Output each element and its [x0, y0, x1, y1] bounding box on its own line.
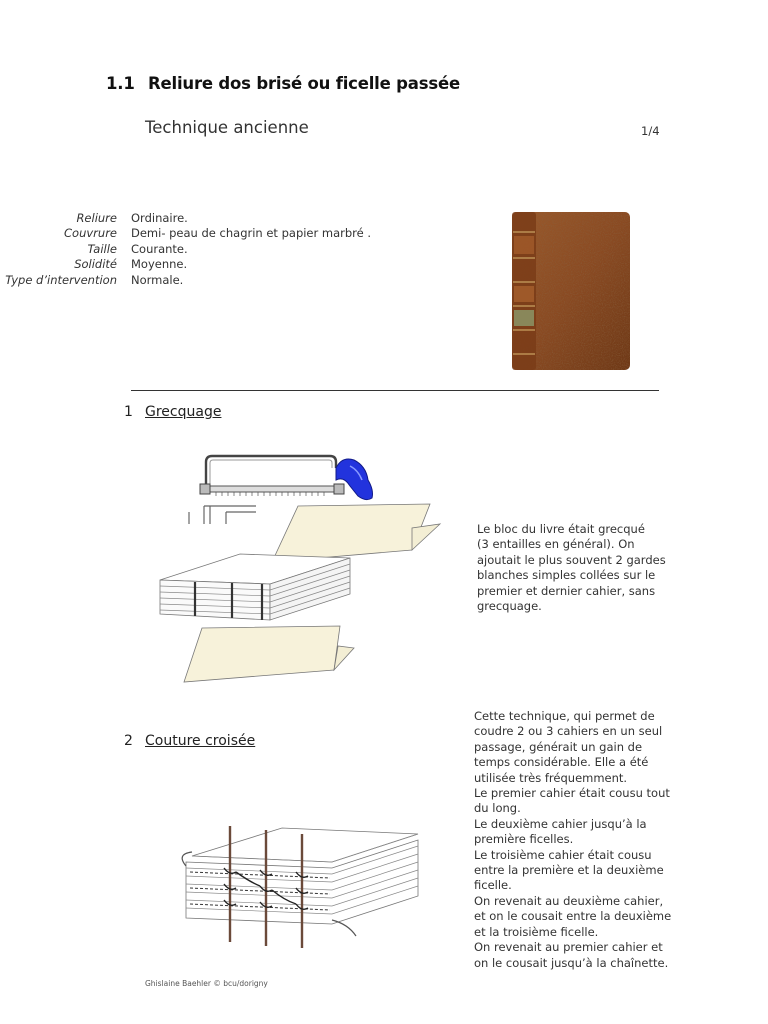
- property-value: Normale.: [131, 272, 184, 287]
- couture-illustration: [172, 824, 442, 948]
- text-line: Le premier cahier était cousu tout: [474, 786, 670, 801]
- property-label: Reliure: [76, 211, 117, 225]
- text-line: première ficelles.: [474, 832, 574, 847]
- properties-list: [0, 211, 371, 288]
- text-line: Cette technique, qui permet de: [474, 709, 655, 723]
- property-value: Moyenne.: [131, 257, 188, 272]
- section-1-heading: [124, 404, 221, 420]
- text-line: On revenait au premier cahier et: [474, 940, 663, 955]
- text-line: et la troisième ficelle.: [474, 924, 599, 939]
- section-title: Grecquage: [145, 404, 222, 420]
- property-label: Solidité: [74, 257, 117, 272]
- heading-title: Reliure dos brisé ou ficelle passée: [148, 74, 460, 93]
- section-number: 1: [124, 404, 133, 420]
- property-label: Taille: [87, 241, 117, 256]
- page-indicator: 1/4: [641, 124, 660, 138]
- property-value: Ordinaire.: [131, 211, 188, 225]
- text-line: temps considérable. Elle a été: [474, 755, 649, 770]
- property-row: [0, 273, 371, 288]
- property-row: [0, 226, 371, 241]
- section-2-heading: [124, 733, 255, 749]
- section-2-text: [474, 709, 671, 971]
- saw-icon: [200, 456, 373, 500]
- footer-credit: Ghislaine Baehler © bcu/dorigny: [145, 979, 268, 988]
- text-line: blanches simples collées sur le: [477, 568, 656, 583]
- property-row: [0, 242, 371, 257]
- text-line: entre la première et la deuxième: [474, 863, 664, 878]
- text-line: coudre 2 ou 3 cahiers en un seul: [474, 724, 663, 739]
- text-line: Le deuxième cahier jusqu’à la: [474, 816, 647, 831]
- section-1-text: [477, 522, 666, 614]
- property-row: [0, 257, 371, 272]
- property-row: [0, 211, 371, 226]
- text-line: premier et dernier cahier, sans: [477, 583, 656, 598]
- grecquage-illustration: [150, 450, 445, 690]
- text-line: Le troisième cahier était cousu: [474, 847, 652, 862]
- text-line: grecquage.: [477, 599, 542, 614]
- text-line: on le cousait jusqu’à la chaînette.: [474, 955, 669, 970]
- section-divider: [131, 390, 659, 391]
- property-label: Couvrure: [64, 226, 117, 241]
- section-title: Couture croisée: [145, 733, 256, 749]
- section-number: 2: [124, 733, 133, 749]
- property-value: Courante.: [131, 241, 188, 256]
- text-line: ficelle.: [474, 878, 512, 893]
- text-line: passage, générait un gain de: [474, 739, 643, 754]
- text-line: (3 entailles en général). On: [477, 537, 635, 552]
- heading-number: 1.1: [106, 74, 135, 93]
- text-line: ajoutait le plus souvent 2 gardes: [477, 552, 666, 567]
- text-line: et on le cousait entre la deuxième: [474, 909, 672, 924]
- subtitle: Technique ancienne: [145, 118, 309, 137]
- text-line: du long.: [474, 801, 521, 816]
- book-photo: [508, 210, 634, 372]
- property-label: Type d’intervention: [5, 272, 117, 287]
- property-value: Demi- peau de chagrin et papier marbré .: [131, 226, 372, 241]
- text-line: utilisée très fréquemment.: [474, 770, 628, 785]
- page-heading: [106, 74, 460, 93]
- text-line: On revenait au deuxième cahier,: [474, 893, 664, 908]
- text-line: Le bloc du livre était grecqué: [477, 522, 645, 536]
